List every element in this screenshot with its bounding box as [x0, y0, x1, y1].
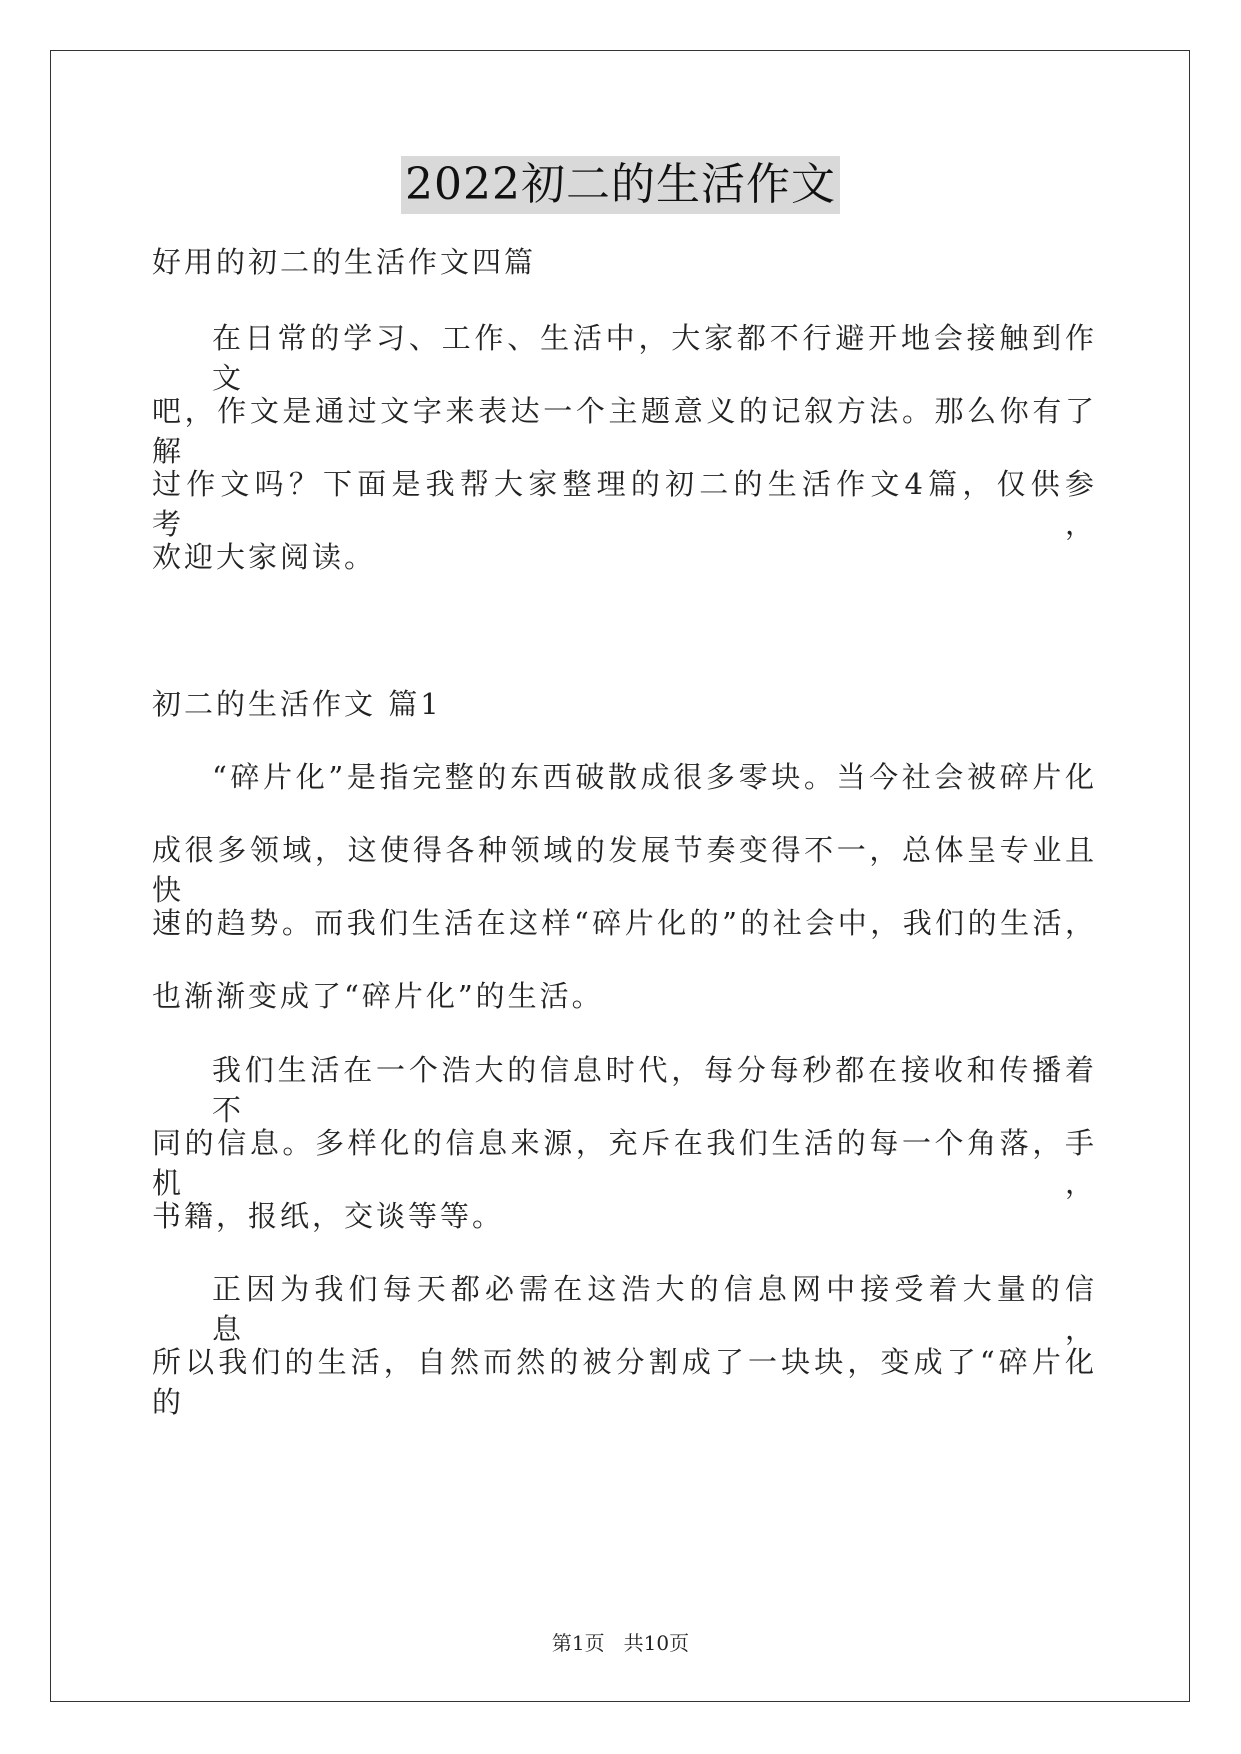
title-container [0, 156, 1241, 214]
page-number: 第1页 [551, 1631, 605, 1655]
para3-line-1: 正因为我们每天都必需在这浩大的信息网中接受着大量的信息， [212, 1272, 1097, 1346]
para1-line-3: 速的趋势。而我们生活在这样“碎片化的”的社会中，我们的生活， [152, 906, 1097, 940]
section-heading: 初二的生活作文 篇1 [152, 687, 442, 721]
intro-line-1: 在日常的学习、工作、生活中，大家都不行避开地会接触到作文 [212, 321, 1097, 395]
intro-line-2: 吧，作文是通过文字来表达一个主题意义的记叙方法。那么你有了解 [152, 394, 1097, 468]
intro-line-3: 过作文吗？下面是我帮大家整理的初二的生活作文4篇，仅供参考， [152, 467, 1097, 541]
para2-line-3: 书籍，报纸，交谈等等。 [152, 1199, 505, 1233]
subtitle: 好用的初二的生活作文四篇 [152, 245, 537, 279]
para2-line-2: 同的信息。多样化的信息来源，充斥在我们生活的每一个角落，手机， [152, 1126, 1097, 1200]
page-footer [0, 1630, 1241, 1656]
intro-line-4: 欢迎大家阅读。 [152, 540, 377, 574]
page-total: 共10页 [623, 1631, 690, 1655]
document-title: 2022初二的生活作文 [401, 156, 840, 214]
para1-line-4: 也渐渐变成了“碎片化”的生活。 [152, 979, 604, 1013]
para1-line-2: 成很多领域，这使得各种领域的发展节奏变得不一，总体呈专业且快 [152, 833, 1097, 907]
para3-line-2: 所以我们的生活，自然而然的被分割成了一块块，变成了“碎片化的 [152, 1345, 1097, 1419]
para1-line-1: “碎片化”是指完整的东西破散成很多零块。当今社会被碎片化 [212, 760, 1097, 794]
para2-line-1: 我们生活在一个浩大的信息时代，每分每秒都在接收和传播着不 [212, 1053, 1097, 1127]
